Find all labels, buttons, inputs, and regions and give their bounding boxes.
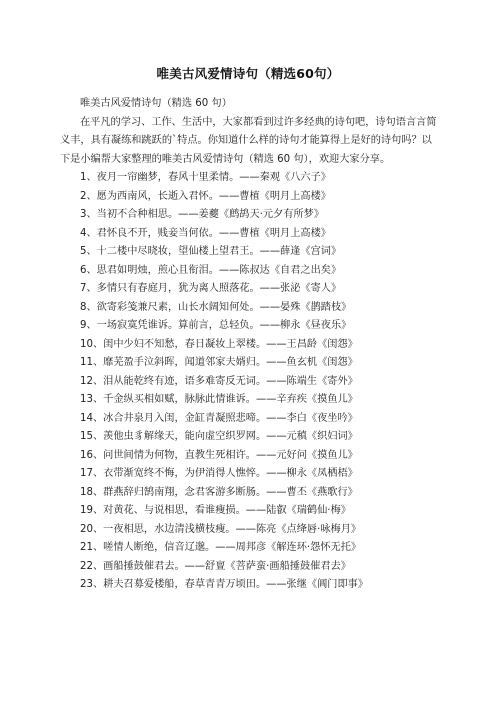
poem-line: 14、冰合井泉月入闺，金缸青凝照悲啼。——李白《夜坐吟》 <box>80 412 358 424</box>
poem-line: 16、问世间情为何物，直教生死相许。——元好问《摸鱼儿》 <box>80 449 358 461</box>
poem-line: 9、一场寂寞凭谁诉。算前言，总轻负。——柳永《昼夜乐》 <box>80 320 352 331</box>
poem-line: 12、泪从能乾终有迹，语多难寄反无词。——陈端生《寄外》 <box>80 375 358 387</box>
poem-line: 10、闺中少妇不知愁，春日凝妆上翠楼。——王昌龄《闺怨》 <box>80 338 358 350</box>
poem-list <box>60 169 440 595</box>
poem-line: 13、千金纵买相如赋，脉脉此情谁诉。——辛弃疾《摸鱼儿》 <box>80 394 358 405</box>
poem-line: 1、夜月一帘幽梦，春风十里柔情。——秦观《八六子》 <box>80 172 331 183</box>
poem-line: 11、靡芜盈手泣斜晖，闻道邻家夫婿归。——鱼玄机《闺怨》 <box>80 357 358 368</box>
poem-line: 5、十二楼中尽晓妆，望仙楼上望君王。——薛逢《宫词》 <box>80 246 342 257</box>
poem-line: 23、耕夫召募爱楼船，春草青青万顷田。——张继《阊门即事》 <box>80 579 369 590</box>
poem-line: 7、多情只有春庭月，犹为离人照落花。——张泌《寄人》 <box>80 283 342 294</box>
poem-line: 8、欲寄彩笺兼尺素，山长水阔知何处。——晏殊《鹊踏枝》 <box>80 301 352 313</box>
poem-line: 18、群燕辞归鹄南翔，念君客游多断肠。——曹丕《燕歌行》 <box>80 486 358 498</box>
poem-line: 15、羡他虫豸解缘天，能向虚空织罗网。——元稹《织妇词》 <box>80 431 358 442</box>
page-title: 唯美古风爱情诗句（精选60句） <box>156 66 340 81</box>
intro-paragraph: 在平凡的学习、工作、生活中，大家都看到过许多经典的诗句吧，诗句语言言简义丰，具有凝练和跳跃的`特点。你知道什么样的诗句才能算得上是好的诗句吗？以下是小编帮大家整理的唯美古风爱情诗句（精选 60 句），欢迎大家分享。 <box>60 116 437 165</box>
poem-line: 2、愿为西南风，长逝入君怀。——曹植《明月上高楼》 <box>80 190 331 202</box>
poem-line: 6、思君如明烛，煎心且衔泪。——陈叔达《自君之出矣》 <box>80 264 342 276</box>
poem-line: 4、君怀良不开，贱妾当何依。——曹植《明月上高楼》 <box>80 227 331 239</box>
document-subtitle: 唯美古风爱情诗句（精选 60 句） <box>80 98 232 109</box>
poem-line: 22、画船捶鼓催君去。——舒亶《菩萨蛮·画船捶鼓催君去》 <box>80 560 351 572</box>
poem-line: 21、嗟情人断绝，信音辽邈。——周邦彦《解连环·怨怀无托》 <box>80 542 362 553</box>
poem-line: 3、当初不合种相思。——姜夔《鹧鸪天·元夕有所梦》 <box>80 209 325 220</box>
poem-line: 19、对黄花、与说相思，看谁瘦损。——陆叡《瑞鹤仙·梅》 <box>80 505 351 516</box>
document-body <box>60 95 440 595</box>
poem-line: 20、一夜相思，水边清浅横枝瘦。——陈亮《点绛唇·咏梅月》 <box>80 523 362 535</box>
poem-line: 17、衣带渐宽终不悔，为伊消得人憔悴。——柳永《凤栖梧》 <box>80 468 358 479</box>
